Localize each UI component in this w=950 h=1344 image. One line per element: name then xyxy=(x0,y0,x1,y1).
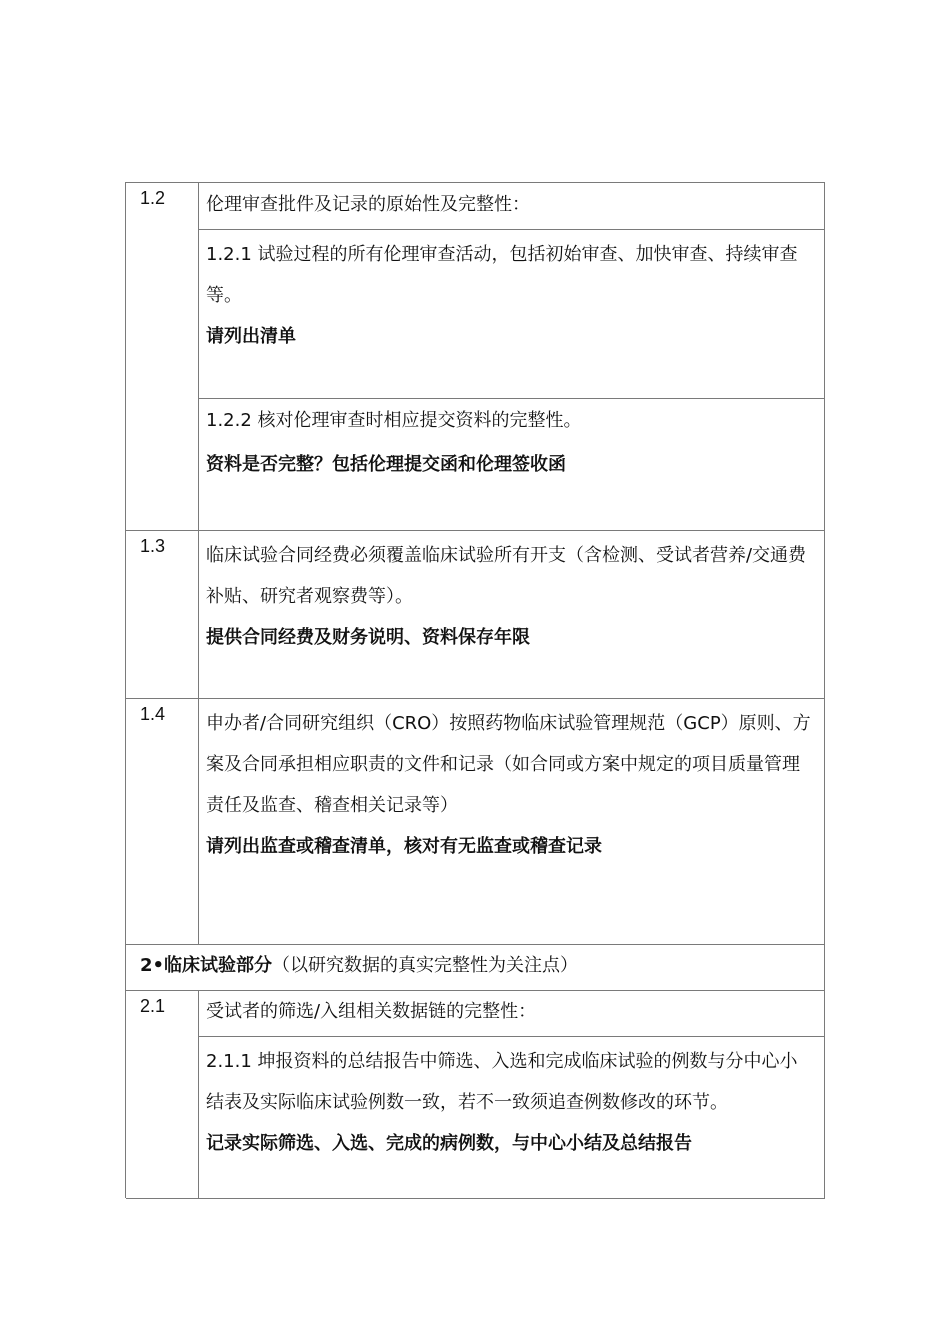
row-2-1-heading xyxy=(199,991,825,1037)
section-2-header xyxy=(126,945,825,991)
item-1-2-1 xyxy=(199,230,825,399)
item-text: 申办者/合同研究组织（CRO）按照药物临床试验管理规范（GCP）原则、方案及合同承担相应职责的文件和记录（如合同或方案中规定的项目质量管理责任及监查、稽查相关记录等） xyxy=(206,713,811,816)
row-number-label: 1.4 xyxy=(140,704,166,724)
item-text: 2.1.1 坤报资料的总结报告中筛选、入选和完成临床试验的例数与分中心小结表及实际临床试验例数一致，若不一致须追查例数修改的环节。 xyxy=(206,1051,798,1113)
section-subtitle: （以研究数据的真实完整性为关注点） xyxy=(272,955,579,976)
item-1-2-2 xyxy=(199,399,825,531)
item-text: 1.2.2 核对伦理审查时相应提交资料的完整性。 xyxy=(206,410,582,431)
row-number-label: 1.3 xyxy=(140,536,166,556)
item-text: 临床试验合同经费必须覆盖临床试验所有开支（含检测、受试者营养/交通费补贴、研究者观察费等）。 xyxy=(206,545,807,607)
section-title: 2•临床试验部分 xyxy=(140,955,273,976)
item-note: 请列出监查或稽查清单，核对有无监查或稽查记录 xyxy=(206,836,602,857)
item-note: 资料是否完整？包括伦理提交函和伦理签收函 xyxy=(206,454,566,475)
item-text: 1.2.1 试验过程的所有伦理审查活动，包括初始审查、加快审查、持续审查等。 xyxy=(206,244,798,306)
checklist-table xyxy=(125,182,825,1198)
row-heading-text: 受试者的筛选/入组相关数据链的完整性： xyxy=(206,1001,537,1022)
row-number-label: 2.1 xyxy=(140,996,166,1016)
row-1-4-content xyxy=(199,699,825,945)
row-number-2-1 xyxy=(126,991,199,1199)
item-note: 提供合同经费及财务说明、资料保存年限 xyxy=(206,627,530,648)
item-2-1-1 xyxy=(199,1037,825,1199)
row-1-3-content xyxy=(199,531,825,699)
item-note: 记录实际筛选、入选、完成的病例数，与中心小结及总结报告 xyxy=(206,1133,692,1154)
row-heading-text: 伦理审查批件及记录的原始性及完整性： xyxy=(206,194,530,215)
row-number-1-2 xyxy=(126,183,199,531)
item-note: 请列出清单 xyxy=(206,326,296,347)
row-number-1-3 xyxy=(126,531,199,699)
row-1-2-heading xyxy=(199,183,825,230)
row-number-1-4 xyxy=(126,699,199,945)
row-number-label: 1.2 xyxy=(140,188,166,208)
